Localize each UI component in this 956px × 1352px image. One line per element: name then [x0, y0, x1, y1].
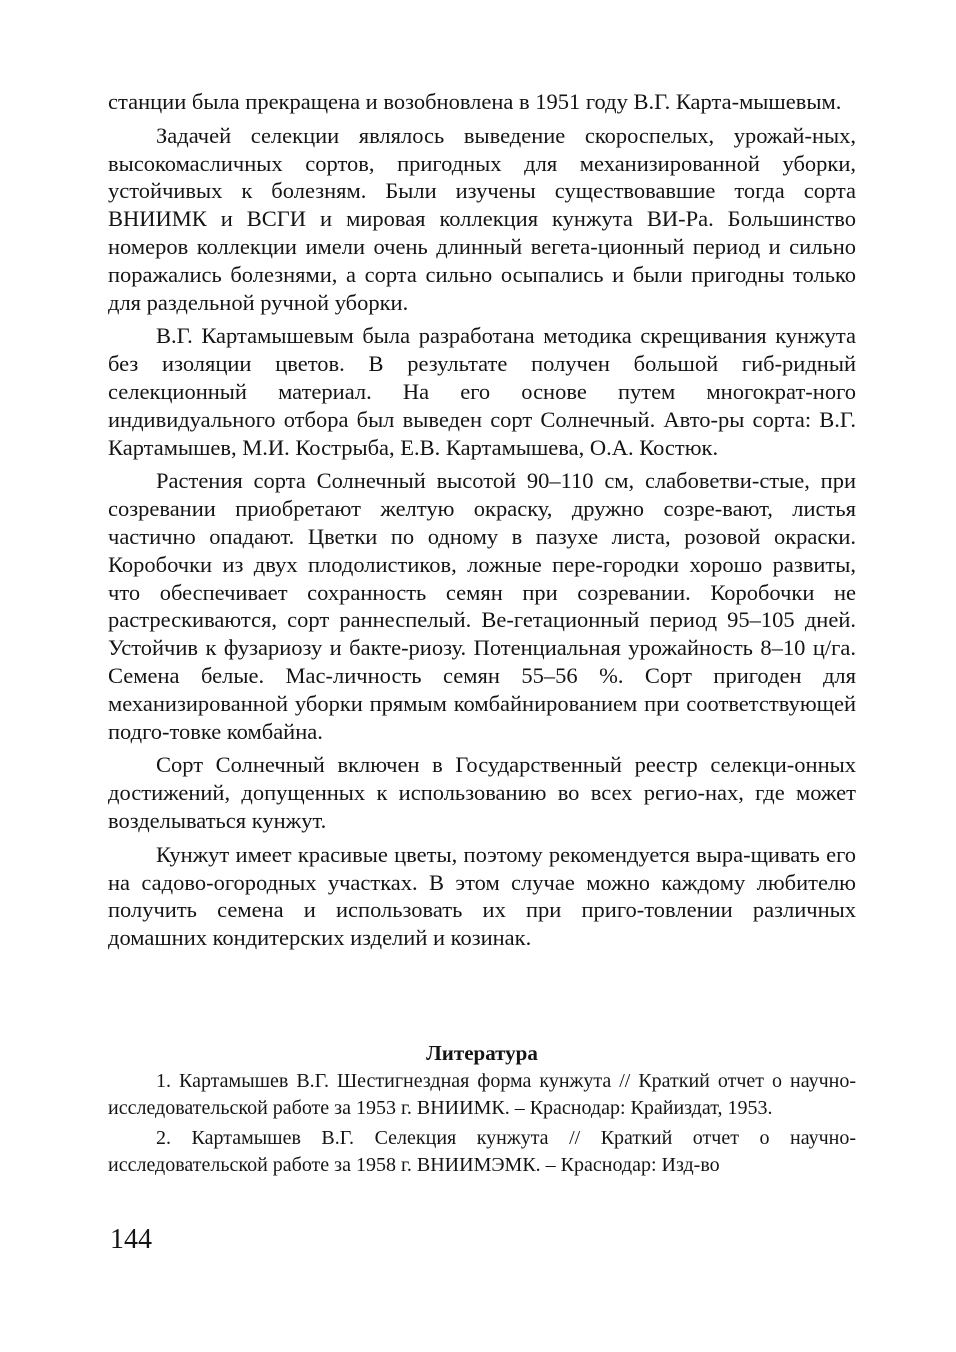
literature-heading: Литература: [426, 1041, 538, 1065]
paragraph-garden-use: Кунжут имеет красивые цветы, поэтому рекомендуется выра-щивать его на садово-огородных участках. В этом случае можно каждому любителю получить семена и использовать их при приго-товлении различных домашних кондитерских изделий и козинак.: [108, 841, 856, 951]
page-number: 144: [110, 1224, 152, 1255]
reference-item: 1. Картамышев В.Г. Шестигнездная форма кунжута // Краткий отчет о научно-исследовательской работе за 1953 г. ВНИИМК. – Краснодар: Крайиздат, 1953.: [108, 1070, 856, 1119]
paragraph-crossing-method: В.Г. Картамышевым была разработана методика скрещивания кунжута без изоляции цветов. В результате получен большой гиб-ридный селекционный материал. На его основе путем многократ-ного индивидуального отбора был выведен сорт Солнечный. Авто-ры сорта: В.Г. Картамышев, М.И. Кострыба, Е.В. Картамышева, О.А. Костюк.: [108, 323, 856, 460]
paragraph-state-register: Сорт Солнечный включен в Государственный реестр селекци-онных достижений, допущенных к использованию во всех регио-нах, где может возделываться кунжут.: [108, 752, 856, 833]
reference-item: 2. Картамышев В.Г. Селекция кунжута // Краткий отчет о научно-исследовательской работе за 1958 г. ВНИИМЭМК. – Краснодар: Изд-во: [108, 1127, 856, 1176]
paragraph-variety-description: Растения сорта Солнечный высотой 90–110 см, слабоветви-стые, при созревании приобретают желтую окраску, дружно созре-вают, листья частично опадают. Цветки по одному в пазухе листа, розовой окраски. Коробочки из двух плодолистиков, ложные пере-городки хорошо развиты, что обеспечивает сохранность семян при созревании. Коробочки не растрескиваются, сорт раннеспелый. Ве-гетационный период 95–105 дней. Устойчив к фузариозу и бакте-риозу. Потенциальная урожайность 8–10 ц/га. Семена белые. Мас-личность семян 55–56 %. Сорт пригоден для механизированной уборки прямым комбайнированием при соответствующей подго-товке комбайна.: [108, 468, 856, 744]
paragraph-continuation: станции была прекращена и возобновлена в 1951 году В.Г. Карта-мышевым.: [108, 89, 842, 114]
reference-list: [108, 1068, 856, 1182]
paragraph-selection-goals: Задачей селекции являлось выведение скороспелых, урожай-ных, высокомасличных сортов, пригодных для механизированной уборки, устойчивых к болезням. Были изучены существовавшие тогда сорта ВНИИМК и ВСГИ и мировая коллекция кунжута ВИ-Ра. Большинство номеров коллекции имели очень длинный вегета-ционный период и сильно поражались болезнями, а сорта сильно осыпались и были пригодны только для раздельной ручной уборки.: [108, 122, 856, 315]
main-text: [108, 88, 856, 958]
